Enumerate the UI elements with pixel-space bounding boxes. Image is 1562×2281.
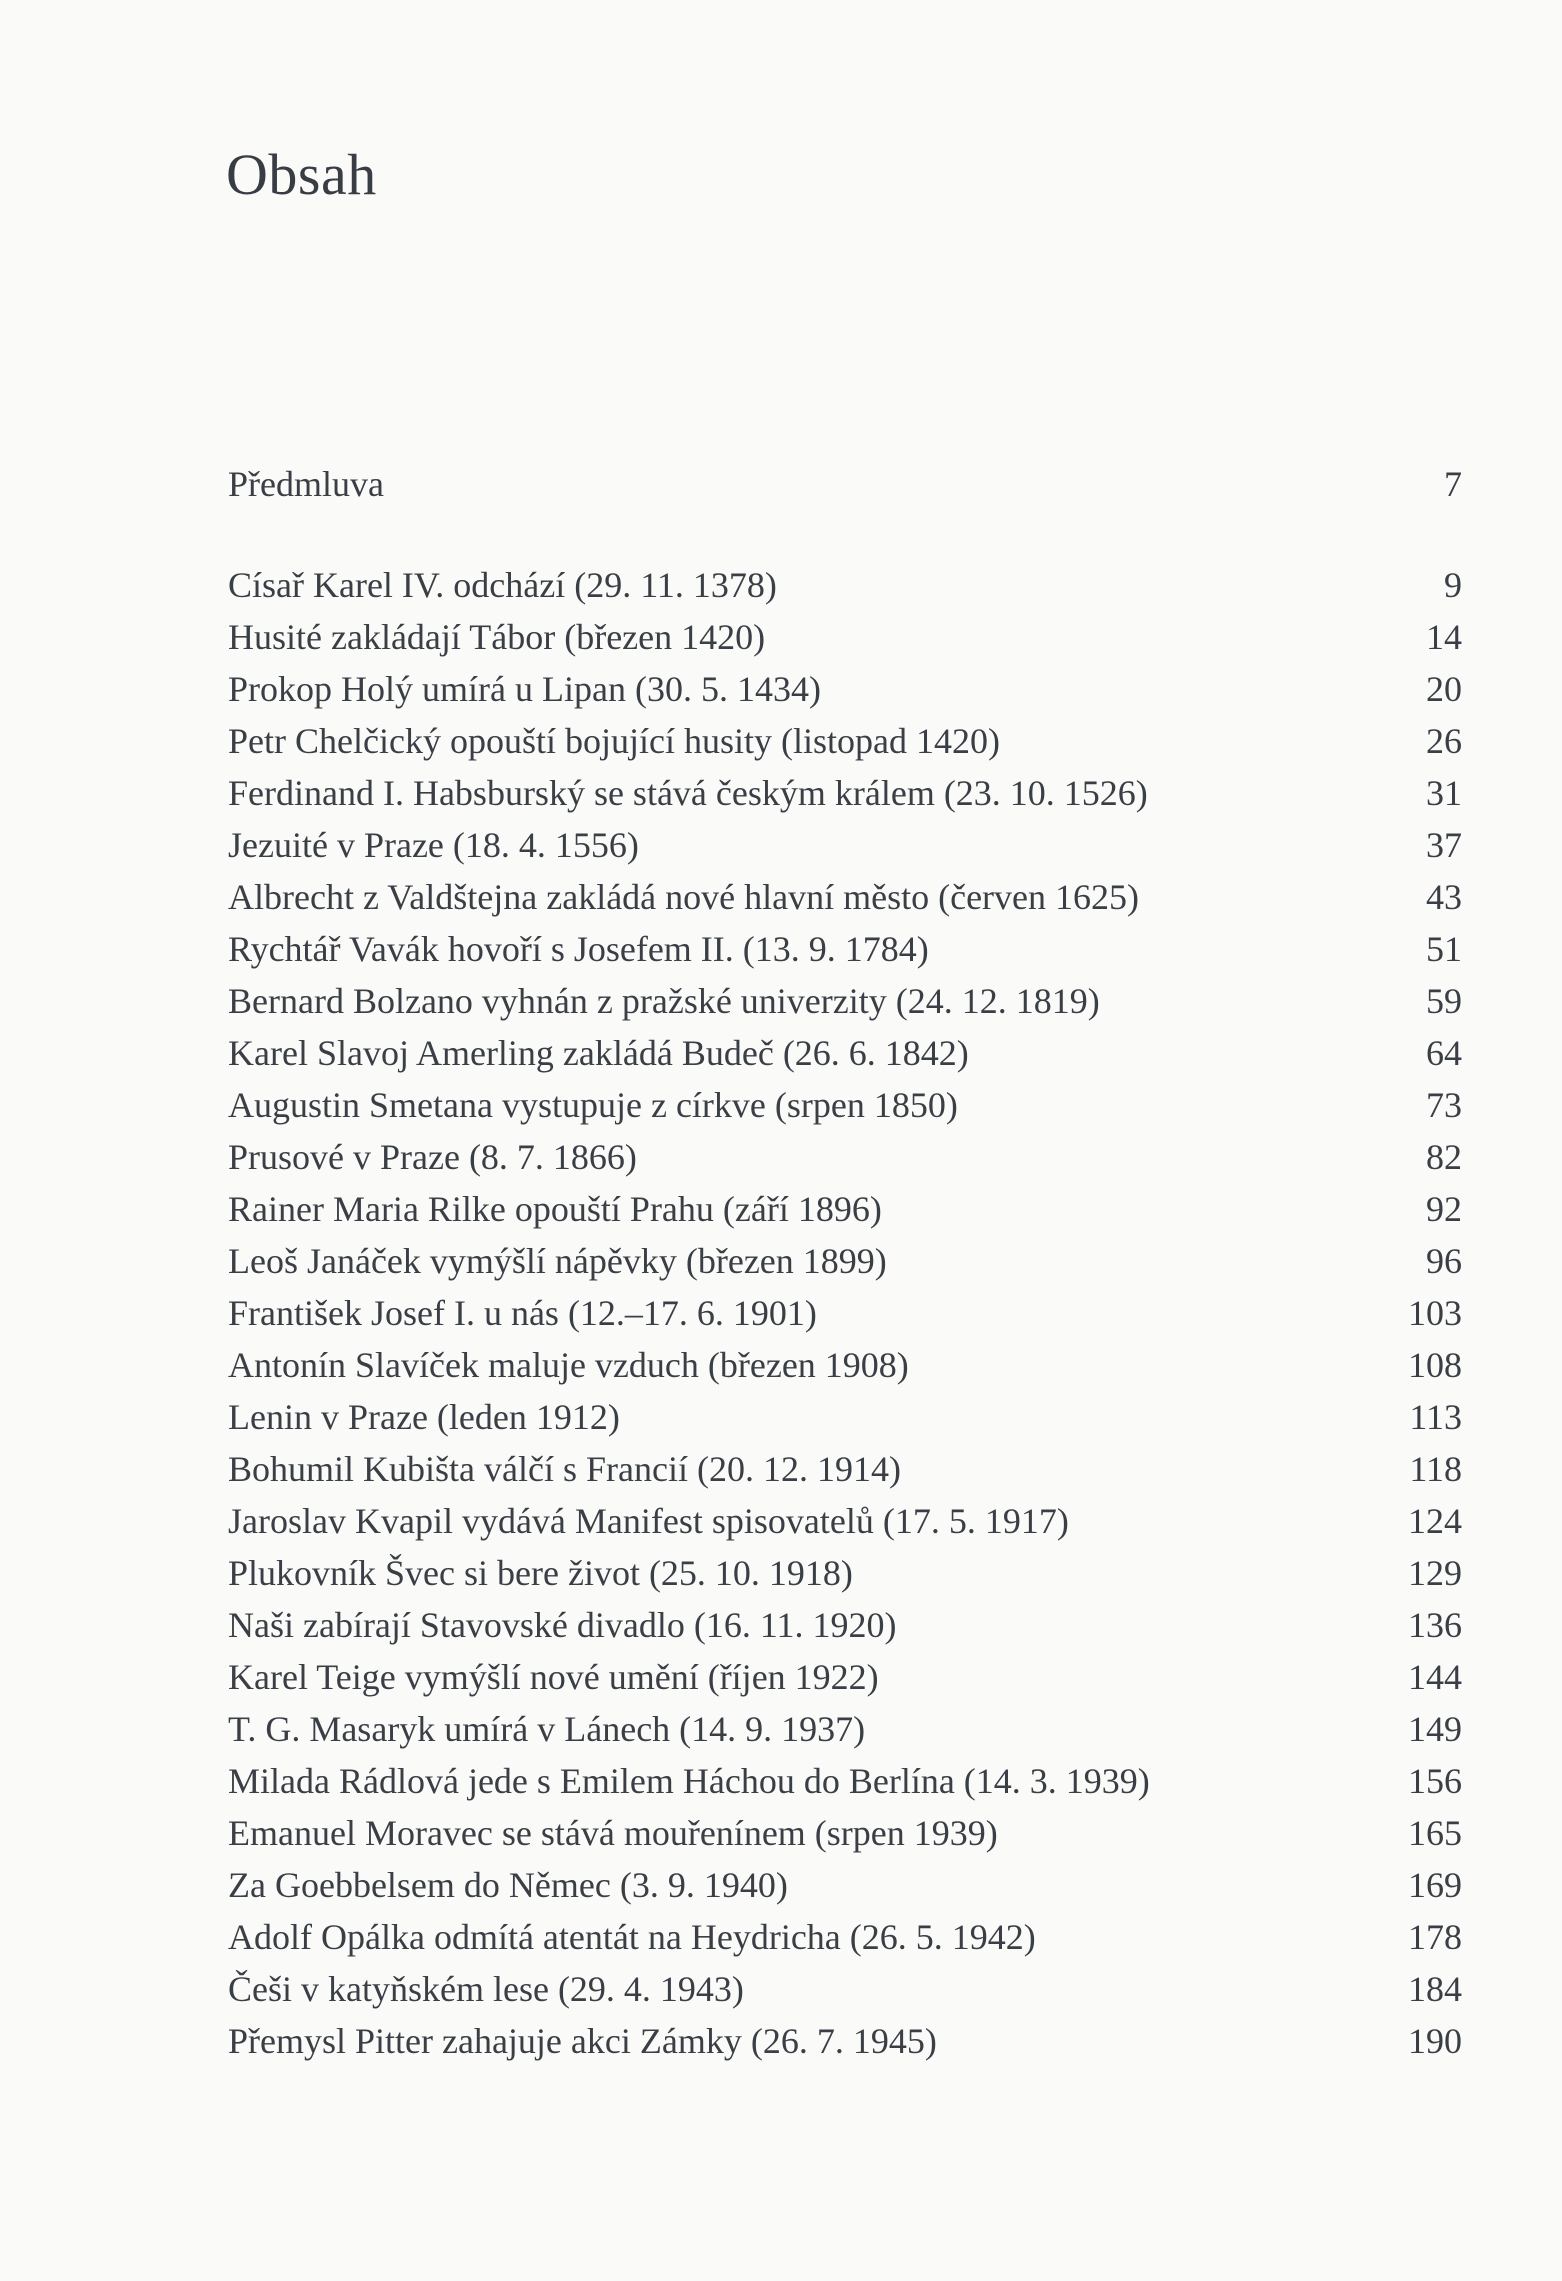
toc-entry-row — [228, 923, 1462, 975]
toc-entry-label: Ferdinand I. Habsburský se stává českým králem (23. 10. 1526) — [228, 773, 1148, 813]
toc-entry-page-number: 103 — [1408, 1293, 1462, 1333]
toc-entry-page-number: 165 — [1408, 1813, 1462, 1853]
toc-entry-row — [228, 767, 1462, 819]
toc-entry-label: Přemysl Pitter zahajuje akci Zámky (26. 7. 1945) — [228, 2021, 937, 2061]
toc-entry-label: Prokop Holý umírá u Lipan (30. 5. 1434) — [228, 669, 821, 709]
toc-entry-row — [228, 1183, 1462, 1235]
toc-entry-page-number: 149 — [1408, 1709, 1462, 1749]
toc-entry-page-number: 31 — [1426, 773, 1462, 813]
preface-section — [228, 458, 1462, 510]
preface-label: Předmluva — [228, 464, 384, 504]
toc-entry-page-number: 43 — [1426, 877, 1462, 917]
toc-entry-row — [228, 1443, 1462, 1495]
toc-entry-page-number: 156 — [1408, 1761, 1462, 1801]
toc-entry-label: Augustin Smetana vystupuje z církve (srpen 1850) — [228, 1085, 958, 1125]
toc-entry-page-number: 124 — [1408, 1501, 1462, 1541]
toc-entry-page-number: 136 — [1408, 1605, 1462, 1645]
toc-entry-row — [228, 1547, 1462, 1599]
toc-entry-row — [228, 1235, 1462, 1287]
toc-entry-page-number: 96 — [1426, 1241, 1462, 1281]
toc-entry-page-number: 190 — [1408, 2021, 1462, 2061]
toc-entry-row — [228, 871, 1462, 923]
toc-entry-page-number: 59 — [1426, 981, 1462, 1021]
toc-entry-label: Milada Rádlová jede s Emilem Háchou do Berlína (14. 3. 1939) — [228, 1761, 1150, 1801]
toc-entry-page-number: 73 — [1426, 1085, 1462, 1125]
toc-entry-label: Rychtář Vavák hovoří s Josefem II. (13. 9. 1784) — [228, 929, 929, 969]
toc-entry-page-number: 37 — [1426, 825, 1462, 865]
toc-entry-row — [228, 819, 1462, 871]
toc-entry-row — [228, 1807, 1462, 1859]
toc-entry-label: Husité zakládají Tábor (březen 1420) — [228, 617, 766, 657]
toc-entry-row — [228, 2015, 1462, 2067]
toc-entry-row — [228, 1495, 1462, 1547]
toc-entry-row — [228, 975, 1462, 1027]
toc-entry-row — [228, 1339, 1462, 1391]
toc-entry-page-number: 129 — [1408, 1553, 1462, 1593]
toc-entry-label: Rainer Maria Rilke opouští Prahu (září 1896) — [228, 1189, 882, 1229]
toc-entry-row — [228, 1287, 1462, 1339]
toc-entry-row — [228, 715, 1462, 767]
toc-entry-row — [228, 1027, 1462, 1079]
toc-entry-label: T. G. Masaryk umírá v Lánech (14. 9. 1937) — [228, 1709, 866, 1749]
toc-entry-row — [228, 1963, 1462, 2015]
toc-entry-row — [228, 1859, 1462, 1911]
toc-entry-label: Emanuel Moravec se stává mouřenínem (srpen 1939) — [228, 1813, 998, 1853]
toc-entry-page-number: 113 — [1409, 1397, 1462, 1437]
toc-entry-row — [228, 1391, 1462, 1443]
toc-entry-label: Albrecht z Valdštejna zakládá nové hlavní město (červen 1625) — [228, 877, 1140, 917]
toc-entry-label: Jaroslav Kvapil vydává Manifest spisovatelů (17. 5. 1917) — [228, 1501, 1069, 1541]
toc-entry-label: Češi v katyňském lese (29. 4. 1943) — [228, 1969, 744, 2009]
toc-entry-row — [228, 1911, 1462, 1963]
preface-row — [228, 458, 1462, 510]
toc-entry-page-number: 169 — [1408, 1865, 1462, 1905]
toc-entry-page-number: 108 — [1408, 1345, 1462, 1385]
toc-entry-label: Petr Chelčický opouští bojující husity (listopad 1420) — [228, 721, 1000, 761]
toc-entry-row — [228, 611, 1462, 663]
toc-entry-page-number: 51 — [1426, 929, 1462, 969]
toc-entry-label: Antonín Slavíček maluje vzduch (březen 1908) — [228, 1345, 909, 1385]
toc-entry-page-number: 118 — [1409, 1449, 1462, 1489]
toc-entry-row — [228, 663, 1462, 715]
toc-entry-label: Adolf Opálka odmítá atentát na Heydricha (26. 5. 1942) — [228, 1917, 1036, 1957]
toc-entry-page-number: 92 — [1426, 1189, 1462, 1229]
toc-entry-page-number: 64 — [1426, 1033, 1462, 1073]
toc-entry-page-number: 82 — [1426, 1137, 1462, 1177]
toc-entry-page-number: 26 — [1426, 721, 1462, 761]
toc-entry-page-number: 20 — [1426, 669, 1462, 709]
toc-entries-list — [228, 559, 1462, 2067]
toc-entry-label: Leoš Janáček vymýšlí nápěvky (březen 1899) — [228, 1241, 887, 1281]
toc-entry-page-number: 184 — [1408, 1969, 1462, 2009]
toc-entry-row — [228, 559, 1462, 611]
toc-entry-row — [228, 1079, 1462, 1131]
toc-entry-page-number: 144 — [1408, 1657, 1462, 1697]
page-title: Obsah — [226, 142, 377, 207]
toc-entry-label: Karel Slavoj Amerling zakládá Budeč (26. 6. 1842) — [228, 1033, 969, 1073]
toc-entry-label: Jezuité v Praze (18. 4. 1556) — [228, 825, 639, 865]
toc-entry-row — [228, 1651, 1462, 1703]
toc-entry-row — [228, 1131, 1462, 1183]
toc-entry-label: Lenin v Praze (leden 1912) — [228, 1397, 620, 1437]
toc-entry-label: Prusové v Praze (8. 7. 1866) — [228, 1137, 637, 1177]
preface-page-number: 7 — [1444, 464, 1462, 504]
toc-entry-label: Karel Teige vymýšlí nové umění (říjen 1922) — [228, 1657, 879, 1697]
toc-entry-label: Bohumil Kubišta válčí s Francií (20. 12. 1914) — [228, 1449, 901, 1489]
toc-entry-label: Za Goebbelsem do Němec (3. 9. 1940) — [228, 1865, 788, 1905]
toc-entry-label: Plukovník Švec si bere život (25. 10. 1918) — [228, 1553, 853, 1593]
toc-entry-page-number: 9 — [1444, 565, 1462, 605]
toc-entry-label: Císař Karel IV. odchází (29. 11. 1378) — [228, 565, 777, 605]
toc-entry-row — [228, 1703, 1462, 1755]
toc-entry-page-number: 14 — [1426, 617, 1462, 657]
toc-entry-label: Naši zabírají Stavovské divadlo (16. 11. 1920) — [228, 1605, 897, 1645]
toc-entry-label: František Josef I. u nás (12.–17. 6. 1901) — [228, 1293, 817, 1333]
toc-entry-label: Bernard Bolzano vyhnán z pražské univerzity (24. 12. 1819) — [228, 981, 1100, 1021]
toc-entry-row — [228, 1599, 1462, 1651]
toc-entry-page-number: 178 — [1408, 1917, 1462, 1957]
toc-entry-row — [228, 1755, 1462, 1807]
